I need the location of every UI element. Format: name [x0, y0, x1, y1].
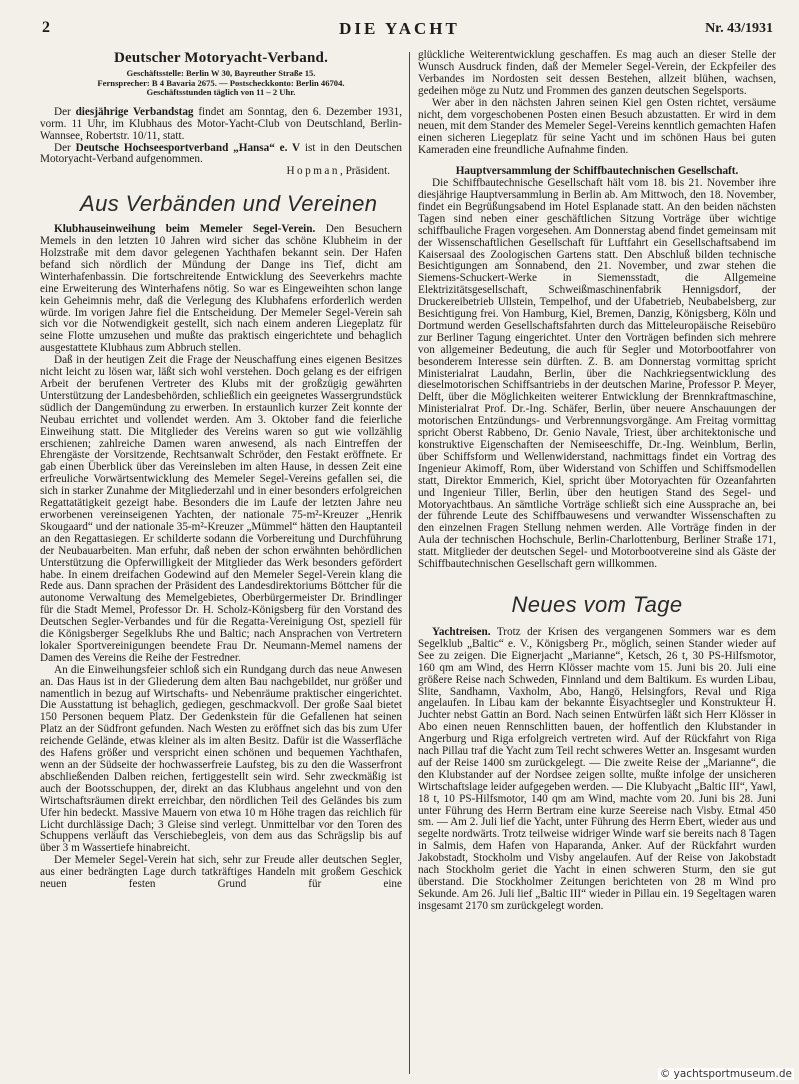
- verband-notice-paragraph: [40, 107, 402, 143]
- article-paragraph: glückliche Weiterentwicklung geschaffen. Es mag auch an dieser Stelle der Wunsch Ausdruck finden, daß der Memeler Segel-Verein, der Eckpfeiler des Verbandes im Nordosten seit dessen Bestehen, allzeit blühen, wachsen, gedeihen möge zu Nutz und Frommen des ganzen deutschen Segelsports.: [418, 49, 776, 97]
- verband-title: Deutscher Motoryacht-Verband.: [113, 50, 329, 66]
- page-number: 2: [42, 19, 50, 36]
- section-heading: Neues vom Tage: [511, 591, 683, 617]
- verband-address: Geschäftsstelle: Berlin W 30, Bayreuther Straße 15.: [126, 68, 316, 78]
- publication-title: DIE YACHT: [339, 19, 460, 38]
- article-paragraph: Daß in der heutigen Zeit die Frage der Neuschaffung eines eigenen Besitzes nicht leicht zu lösen war, läßt sich wohl verstehen. Doch gelang es der eifrigen Arbeit der berufenen Vertreter des Klubs mit der großzügig gewährten Unterstützung der Landesbehörden, schließlich ein geeignetes Wassergrundstück südlich der Dangemündung zu erwerben. In erstaunlich kurzer Zeit konnte der Neubau errichtet und vollendet werden. Am 3. Oktober fand die feierliche Einweihung statt. Die Mitglieder des Vereins waren so gut wie vollzählig erschienen; zahlreiche Damen waren anwesend, als nach Eintreffen der Ehrengäste der Vorsitzende, Rechtsanwalt Schröder, den Festakt eröffnete. Er gab einen Überblick über das Vereinsleben im alten Hause, in dessen Zeit eine erfreuliche Vorwärtsentwicklung des Memeler Segel-Vereins gefallen sei, die sich in starker Zunahme der Mitgliederzahl und in einer besonders erfolgreichen Regattatätigkeit gezeigt habe. Besonders die im Laufe der letzten Jahre neu erworbenen vereinseigenen Yachten, der nationale 75-m²-Kreuzer „Henrik Skougaard“ und der nationale 35-m²-Kreuzer „Mümmel“ hätten den Hauptanteil an den Regattasiegen. Er schilderte sodann die Vorbereitung und Durchführung der Neubauarbeiten. Man erfuhr, daß neben der schon erwähnten behördlichen Unterstützung die Opferwilligkeit der Mitglieder das Werk besonders gefördert habe. In einem dreifachen Godewind auf den Memeler Segel-Verein klang die Rede aus. Dann sprachen der Präsident des Landesdirektoriums Böttcher für die autonome Verwaltung des Memelgebietes, Oberbürgermeister Dr. Brindlinger für die Stadt Memel, Professor Dr. H. Scholz-Königsberg für den Vorstand des Deutschen Segler-Verbandes und für die Regatta-Vereinigung Ost, speziell für die Königsberger Segelklubs Rhe und Baltic; nach Ansprachen von Vertretern lokaler Sportvereinigungen beendete Frau Dr. Neumann-Memel namens der Damen des Vereins die Reihe der Festredner.: [40, 354, 402, 664]
- article-text: Den Besuchern Memels in den letzten 10 Jahren wird sicher das schöne Klubheim in der Holzstraße mit dem davor gelegenen Yachthafen bekannt sein. Der Hafen befand sich nördlich der Mündung der Dange ins Tief, dicht am Winterhafenbassin. Die fortschreitende Entwicklung des Seeverkehrs machte eine Erweiterung des Winterhafens nötig. So war es Eingeweihten schon lange kein Geheimnis mehr, daß die Verlegung des Klubhafens erforderlich werden würde. Im vorigen Jahre fiel die Entscheidung. Der Memeler Segel-Verein sah sich vor die Notwendigkeit gestellt, sich nach einem anderen Liegeplatz für seine Flotte umzusehen und mußte das praktisch eingerichtete und behaglich ausgestattete Klubhaus zum Abbruch stellen.: [40, 223, 403, 355]
- verband-phone: Fernsprecher: B 4 Bavaria 2675. — Postscheckkonto: Berlin 46704.: [97, 77, 345, 88]
- issue-number: Nr. 43/1931: [705, 21, 773, 36]
- signature-name: Hopman: [286, 165, 340, 178]
- notice-text: ist in den Deutschen Motoryacht-Verband aufgenommen.: [40, 141, 402, 166]
- notice-signature: [40, 166, 390, 178]
- article-lead: Klubhauseinweihung beim Memeler Segel-Verein.: [54, 223, 316, 236]
- notice-bold-text: diesjährige Verbandstag: [75, 105, 194, 118]
- article-paragraph: Wer aber in den nächsten Jahren seinen Kiel gen Osten richtet, versäume nicht, dem vorgeschobenen Posten einen Besuch abzustatten. Er wird in dem neuen, mit dem Stander des Memeler Segel-Vereins kenntlich gemachten Hafen einen sicheren Liegeplatz für seine Yacht und im schönen Haus bei guten Kameraden eine freundliche Aufnahme finden.: [418, 96, 776, 157]
- article-paragraph: Der Memeler Segel-Verein hat sich, sehr zur Freude aller deutschen Segler, aus einer bedrängten Lage durch tatkräftiges Handeln mit großem Geschick neuen festen Grund für eine: [40, 854, 402, 891]
- article-subheading: Hauptversammlung der Schiffbautechnischen Gesellschaft.: [455, 165, 739, 178]
- signature-title: , Präsident.: [339, 165, 390, 178]
- article-paragraph: [40, 224, 402, 355]
- left-column: [40, 50, 402, 891]
- section-heading: Aus Verbänden und Vereinen: [80, 191, 378, 217]
- right-column: [418, 50, 776, 913]
- watermark: © yachtsportmuseum.de: [659, 1068, 792, 1080]
- verband-notice-header: [40, 50, 402, 107]
- notice-text: Der: [54, 105, 71, 118]
- article-paragraph: [418, 627, 776, 913]
- article-lead: Yachtreisen.: [432, 625, 491, 638]
- article-paragraph: Die Schiffbautechnische Gesellschaft hält vom 18. bis 21. November ihre diesjährige Hauptversammlung in Berlin ab. Am Mittwoch, den 18. November, findet ein Begrüßungsabend im Hotel Esplanade statt. An den beiden nächsten Tagen sind neben einer geschäftlichen Sitzung Vorträge über wichtige schiffbauliche Fragen vorgesehen. Am Donnerstag abend findet gemeinsam mit der Wissenschaftlichen Gesellschaft für Luftfahrt ein Gesellschaftsabend im Kaisersaal des Zoologischen Gartens statt. Den Abschluß bilden technische Besichtigungen am Sonnabend, den 21. November, und zwar stehen die Siemens-Schuckert-Werke in Siemensstadt, die Allgemeine Elektrizitätsgesellschaft, Schweißmaschinenfabrik Hennigsdorf, der Druckereibetrieb Ullstein, Tempelhof, und der Ufabetrieb, Neubabelsberg, zur Besichtigung frei. Von Hamburg, Kiel, Bremen, Danzig, Königsberg, Köln und Dortmund werden Gesellschaftsfahrten durch das Mitteleuropäische Reisebüro zur Berliner Tagung eingerichtet. Unter den Vorträgen befinden sich mehrere von allgemeiner Bedeutung, die auch für Segler und Motorbootfahrer von besonderem Interesse sein dürften. Z. B. am Donnerstag vormittag spricht Ministerialrat Laudahn, Berlin, über die Nachkriegsentwicklung des dieselmotorischen Schiffsantriebs in der deutschen Marine, Professor P. Meyer, Delft, über die Möglichkeiten weiterer Entwicklung der Brennkraftmaschine, Ministerialrat Prof. Dr.-Ing. Schäfer, Berlin, über neuere Anschauungen der motorischen Entzündungs- und Verbrennungsvorgänge. Am Freitag vormittag spricht Oberst Rabbeno, Dr. Genio Navale, Triest, über architektonische und konstruktive Eigenschaften der Nemiseeschiffe, Dr.-Ing. Weinblum, Berlin, über Schiffsform und Wellenwiderstand, nachmittags findet ein Vortrag des Ingenieur Akimoff, Rom, über Widerstand von Schiffen und Schiffsmodellen statt, Direktor Emmerich, Kiel, spricht über Motoryachten für Ozeanfahrten und Ingenieur Tiller, Berlin, über den heutigen Stand des Segel- und Motoryachtbaus. An sämtliche Vorträge schließt sich eine Aussprache an, bei der führende Leute des Schiffbauwesens und verwandter Wissenschaften zu den einzelnen Fragen Stellung nehmen werden. Alle Vorträge finden in der Aula der technischen Hochschule, Berlin-Charlottenburg, Berliner Straße 171, statt. Mitglieder der deutschen Segel- und Motorbootvereine sind als Gäste der Schiffbautechnischen Gesellschaft gern willkommen.: [418, 177, 776, 571]
- column-divider: [409, 52, 410, 1074]
- notice-text: Der: [54, 141, 71, 154]
- article-paragraph: An die Einweihungsfeier schloß sich ein Rundgang durch das neue Anwesen an. Das Haus ist in der Gliederung dem alten Bau nachgebildet, nur größer und namentlich in bezug auf Wirtschafts- und Nebenräume praktischer eingerichtet. Die Ausstattung ist behaglich, gediegen, geschmackvoll. Der große Saal bietet 150 Personen bequem Platz. Der Gedenkstein für die Gefallenen hat seinen Platz an der Südfront gefunden. Nach Westen zu eröffnet sich das bis zum Ufer reichende Gelände, etwas kleiner als im alten Besitz. Dafür ist die Wasserfläche des Hafens größer und verspricht einen schönen und bequemen Yachthafen, wenn an der Südseite der hochwasserfreie Laufsteg, bis zu den die Wasserfront abschließenden Dalben reichen, fertiggestellt sein wird. Sehr zweckmäßig ist auch der Bootsschuppen, der, direkt an das Klubhaus angelehnt und von den Wirtschaftsräumen direkt erreichbar, den nördlichen Teil des Geländes bis zum Ufer hin bedeckt. Massive Mauern von etwa 10 m Höhe tragen das reichlich für Licht durchlässige Dach; 3 Gleise sind verlegt. Unmittelbar vor den Toren des Schuppens verläuft das Verschiebegleis, von dem aus das Schrägslip bis auf über 3 m Wassertiefe hinabreicht.: [40, 663, 402, 855]
- notice-bold-text: Deutsche Hochseesportverband „Hansa“ e. V: [75, 141, 301, 154]
- article-text: Trotz der Krisen des vergangenen Sommers war es dem Segelklub „Baltic“ e. V., Königsberg Pr., möglich, seinen Stander wieder auf See zu zeigen. Die Eignerjacht „Marianne“, Ketsch, 26 t, 30 PS-Hilfsmotor, 160 qm am Wind, des Herrn Klösser machte vom 15. Juni bis 20. Juli eine größere Reise nach Schweden, Finnland und dem Baltikum. Es wurden Libau, Slite, Sandhamn, Vaxholm, Abo, Hangö, Helsingfors, Reval und Riga angelaufen. In Libau kam der bekannte Eisyachtsegler und Konstrukteur H. Juchter nebst Gattin an Bord. Nach seinen Entwürfen läßt sich Herr Klösser in Abo einen neuen Rennschlitten bauen, der hoffentlich den Klubstander in Angerburg und Riga erfolgreich vertreten wird. Auf der Rückfahrt von Riga nach Pillau traf die Yacht zum Teil recht schweres Wetter an. Insgesamt wurden auf der Reise 1400 sm zurückgelegt. — Die zweite Reise der „Marianne“, die den Klubstander auf der Nordsee zeigen sollte, mußte infolge der unsicheren Wirtschaftslage leider aufgegeben werden. — Die Klubyacht „Baltic III“, Yawl, 18 t, 10 PS-Hilfsmotor, 140 qm am Wind, machte vom 20. Juni bis 28. Juni unter Führung des Herrn Bertram eine kurze Seereise nach Visby. Etmal 450 sm. — Am 2. Juli lief die Yacht, unter Führung des Herrn Ebert, wieder aus und segelte nordwärts. Trotz teilweise widriger Winde warf sie bereits nach 8 Tagen in Salmis, dem Hafen von Haparanda, Anker. Auf der Rückfahrt wurden Jakobstadt, Stockholm und Visby angelaufen. Auf der Reise von Jakobstadt nach Stockholm geriet die Yacht in einen schweren Sturm, den sie gut überstand. Die Stockholmer Zeitungen berichteten von 28 m Wind pro Sekunde. Am 26. Juli lief „Baltic III“ wieder in Pillau ein. 19 Segeltagen waren insgesamt 2170 sm zurückgelegt worden.: [418, 625, 776, 912]
- notice-text: findet am Sonntag, den 6. Dezember 1931, vorm. 11 Uhr, im Klubhaus des Motor-Yacht-Club von Deutschland, Berlin-Wannsee, Robertstr. 10/11, statt.: [40, 105, 402, 142]
- verband-hours: Geschäftsstunden täglich von 11 – 2 Uhr.: [146, 87, 296, 98]
- verband-notice-paragraph: [40, 143, 402, 167]
